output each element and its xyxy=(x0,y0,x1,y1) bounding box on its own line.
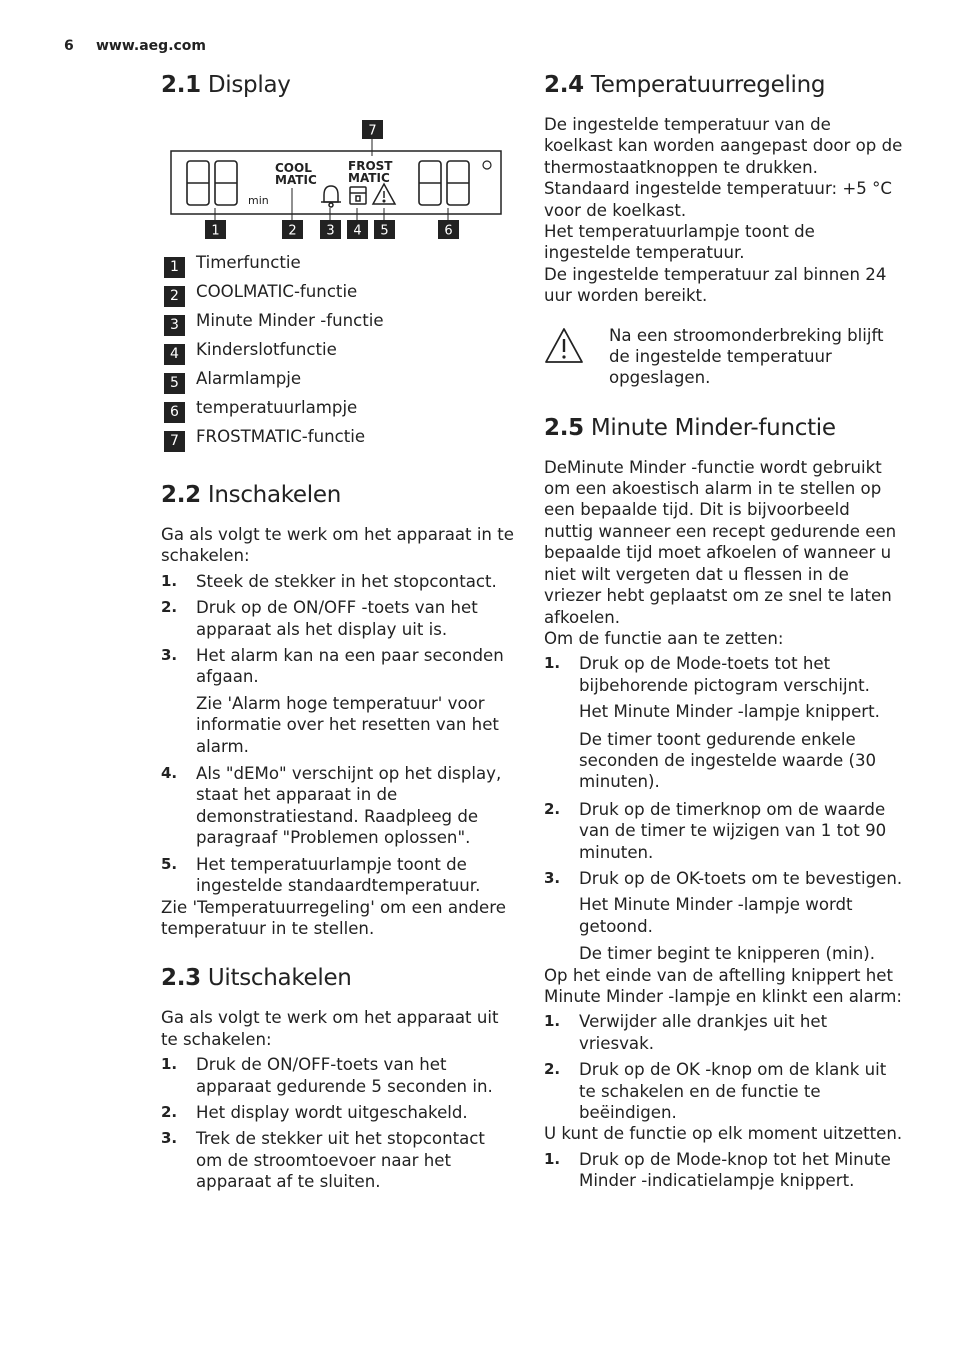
timer-digits xyxy=(187,161,237,205)
list-item-note: De timer begint te knipperen (min). xyxy=(579,944,876,964)
svg-text:7: 7 xyxy=(368,123,377,139)
list-item: 1. Druk de ON/OFF-toets van het apparaat gedurende 5 seconden in. xyxy=(161,1055,493,1096)
list-item: 1. Druk op de Mode-toets tot het bijbehorende pictogram verschijnt. xyxy=(544,654,870,695)
minute-minder-intro: DeMinute Minder -functie wordt gebruikt om een akoestisch alarm in te stellen op een bepaalde tijd. Dit is bijvoorbeeld nuttig wanneer een recept gedurende een bepaalde tijd moet afkoelen of wanneer u niet wilt vergeten dat u flessen in de vriezer hebt geplaatst om ze snel te laten afkoelen. xyxy=(544,457,897,627)
minute-minder-off-steps xyxy=(544,1149,904,1192)
callout-6 xyxy=(438,220,459,239)
section-title-inschakelen: 2.2 Inschakelen xyxy=(161,482,342,508)
warning-text: Na een stroomonderbreking blijft de ingestelde temperatuur opgeslagen. xyxy=(609,325,884,388)
list-item: 3. Trek de stekker uit het stopcontact om de stroomtoevoer naar het apparaat af te sluiten. xyxy=(161,1129,485,1192)
list-item: 2. Het display wordt uitgeschakeld. xyxy=(161,1102,468,1122)
minute-minder-on-label: Om de functie aan te zetten: xyxy=(544,628,784,648)
list-item: 3. Druk op de OK-toets om te bevestigen. xyxy=(544,868,903,888)
degree-symbol xyxy=(483,161,491,169)
svg-text:6: 6 xyxy=(444,223,453,239)
list-item: 4. Als "dEMo" verschijnt op het display, staat het apparaat in de demonstratiestand. Raadpleeg de paragraaf "Problemen oplossen". xyxy=(161,764,502,848)
callout-7 xyxy=(362,120,383,139)
callout-3 xyxy=(320,220,341,239)
right-column xyxy=(544,68,904,1197)
list-item: 1. Steek de stekker in het stopcontact. xyxy=(161,571,497,591)
uitschakelen-intro: Ga als volgt te werk om het apparaat uit te schakelen: xyxy=(161,1008,499,1049)
callout-4 xyxy=(347,220,368,239)
section-title-temperatuur: 2.4 Temperatuurregeling xyxy=(544,72,826,98)
left-column xyxy=(161,68,516,1198)
minute-minder-off-text: U kunt de functie op elk moment uitzetten. xyxy=(544,1124,903,1144)
legend-item: 7 FROSTMATIC-functie xyxy=(161,427,516,456)
list-item: 2. Druk op de ON/OFF -toets van het apparaat als het display uit is. xyxy=(161,598,478,639)
callout-1 xyxy=(205,220,226,239)
list-item-note: De timer toont gedurende enkele seconden de ingestelde waarde (30 minuten). xyxy=(579,729,877,792)
svg-text:1: 1 xyxy=(211,223,220,239)
header-url: www.aeg.com xyxy=(96,38,207,54)
section-title-minute-minder: 2.5 Minute Minder-functie xyxy=(544,414,836,441)
list-item: 1. Druk op de Mode-knop tot het Minute Minder -indicatielampje knippert. xyxy=(544,1149,891,1191)
coolmatic-label-bottom: MATIC xyxy=(275,173,317,187)
section-title-uitschakelen: 2.3 Uitschakelen xyxy=(161,965,352,992)
svg-text:2: 2 xyxy=(288,223,297,239)
legend-item: 6 temperatuurlampje xyxy=(161,398,516,427)
section-uitschakelen xyxy=(161,961,516,1192)
display-legend xyxy=(161,253,516,456)
coolmatic-label-top: COOL xyxy=(275,161,312,175)
legend-item: 2 COOLMATIC-functie xyxy=(161,282,516,311)
list-item: 1. Verwijder alle drankjes uit het vriesvak. xyxy=(544,1012,828,1053)
list-item-note: Zie 'Alarm hoge temperatuur' voor informatie over het resetten van het alarm. xyxy=(196,693,499,756)
bell-icon xyxy=(321,186,341,207)
minute-minder-end-text: Op het einde van de aftelling knippert het Minute Minder -lampje en klinkt een alarm: xyxy=(544,965,902,1006)
temperatuur-paragraph: De ingestelde temperatuur van de koelkast kan worden aangepast door op de thermostaatknoppen te drukken. xyxy=(544,115,903,177)
legend-item: 5 Alarmlampje xyxy=(161,369,516,398)
temperature-digits xyxy=(419,161,469,205)
minute-minder-on-steps xyxy=(544,653,904,964)
list-item: 3. Het alarm kan na een paar seconden afgaan. xyxy=(161,646,504,687)
min-label: min xyxy=(248,194,269,207)
svg-text:4: 4 xyxy=(353,223,362,239)
page-number: 6 xyxy=(64,38,74,54)
temperatuur-paragraph: De ingestelde temperatuur zal binnen 24 uur worden bereikt. xyxy=(544,264,887,306)
warning-note xyxy=(544,325,904,388)
warning-triangle-icon xyxy=(544,327,584,365)
frostmatic-label-top: FROST xyxy=(348,159,393,173)
list-item: 5. Het temperatuurlampje toont de ingestelde standaardtemperatuur. xyxy=(161,854,481,896)
section-inschakelen xyxy=(161,478,516,939)
inschakelen-steps xyxy=(161,571,516,897)
callout-5 xyxy=(374,220,395,239)
display-panel-diagram xyxy=(169,120,504,245)
legend-item: 1 Timerfunctie xyxy=(161,253,516,282)
frostmatic-label-bottom: MATIC xyxy=(348,171,390,185)
list-item: 2. Druk op de OK -knop om de klank uit te schakelen en de functie te beëindigen. xyxy=(544,1060,887,1123)
lock-icon xyxy=(350,187,366,204)
uitschakelen-steps xyxy=(161,1054,516,1192)
temperatuur-paragraph: Het temperatuurlampje toont de ingestelde temperatuur. xyxy=(544,222,815,263)
inschakelen-intro: Ga als volgt te werk om het apparaat in te schakelen: xyxy=(161,525,514,566)
list-item-note: Het Minute Minder -lampje wordt getoond. xyxy=(579,895,853,936)
callout-2 xyxy=(282,220,303,239)
page-header xyxy=(64,38,207,54)
legend-item: 3 Minute Minder -functie xyxy=(161,311,516,340)
temperatuur-paragraph: Standaard ingestelde temperatuur: +5 °C voor de koelkast. xyxy=(544,179,892,220)
list-item: 2. Druk op de timerknop om de waarde van de timer te wijzigen van 1 tot 90 minuten. xyxy=(544,799,887,862)
warning-icon xyxy=(373,184,395,204)
legend-item: 4 Kinderslotfunctie xyxy=(161,340,516,369)
inschakelen-outro: Zie 'Temperatuurregeling' om een andere temperatuur in te stellen. xyxy=(161,897,506,938)
svg-text:3: 3 xyxy=(326,223,335,239)
minute-minder-end-steps xyxy=(544,1011,904,1123)
svg-text:5: 5 xyxy=(380,223,389,239)
section-title-display: 2.1 Display xyxy=(161,72,291,98)
list-item-note: Het Minute Minder -lampje knippert. xyxy=(579,702,880,722)
